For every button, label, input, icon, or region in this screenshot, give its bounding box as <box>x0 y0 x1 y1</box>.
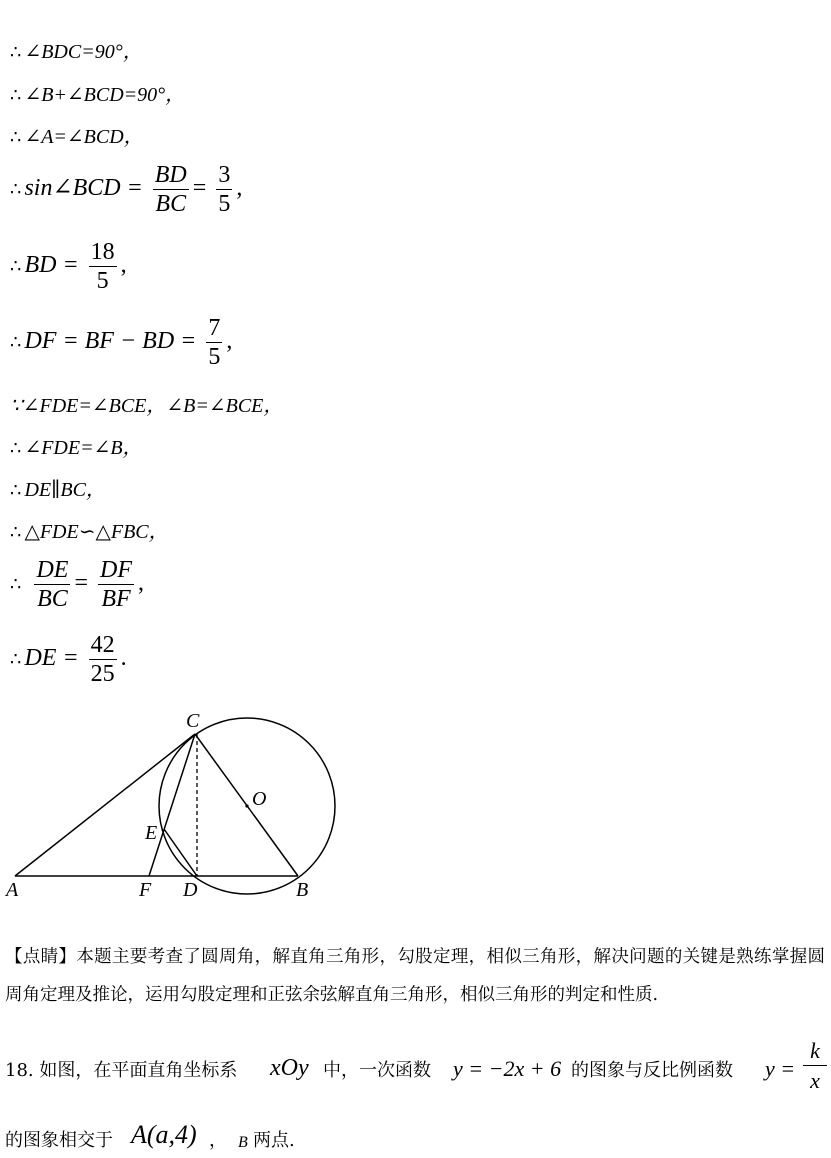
step-suffix: , <box>236 175 243 202</box>
therefore-symbol: ∴ <box>10 649 22 671</box>
step-suffix: , <box>226 328 233 355</box>
q18-text-6: 两点. <box>253 1130 295 1151</box>
q18-inverse-denominator: x <box>810 1068 820 1093</box>
step-prefix: DE = <box>24 645 79 672</box>
step-text: △FDE∽△FBC， <box>24 521 169 543</box>
q18-xoy: xOy <box>270 1055 309 1081</box>
q18-text-4: 的图象相交于 <box>5 1130 113 1151</box>
step-bd-value <box>10 240 127 293</box>
fraction-numerator: 42 <box>90 632 115 658</box>
step-text: ∠FDE=∠B， <box>24 437 143 459</box>
label-e: E <box>145 822 158 844</box>
therefore-symbol: ∴ <box>10 42 22 63</box>
step-text: ∠BDC=90°， <box>24 41 143 63</box>
therefore-symbol: ∴ <box>10 480 22 501</box>
question-18-line1 <box>5 1038 825 1101</box>
fraction-de-bc <box>34 558 70 611</box>
q18-point-a: A(a,4) <box>131 1120 197 1149</box>
label-d: D <box>183 879 198 900</box>
question-18-line2 <box>5 1101 825 1151</box>
label-c: C <box>186 710 200 732</box>
step-text: ∠B+∠BCD=90°， <box>24 84 186 106</box>
fraction-numerator: 7 <box>208 315 221 341</box>
fraction-df-bf <box>98 558 134 611</box>
step-de-value <box>10 633 127 686</box>
fraction-denominator: 25 <box>90 661 115 687</box>
fraction-denominator: 5 <box>218 191 231 217</box>
q18-text-3: 的图象与反比例函数 <box>571 1060 733 1081</box>
step-parallel <box>10 478 106 503</box>
step-df-value <box>10 316 232 369</box>
question-18 <box>5 1038 825 1151</box>
step-ratio <box>10 558 144 611</box>
therefore-symbol: ∴ <box>10 438 22 459</box>
fraction-3-5 <box>216 163 232 216</box>
step-text: DE∥BC， <box>24 479 106 501</box>
fraction-bd-bc <box>153 163 189 216</box>
step-bdc-90 <box>10 40 143 65</box>
therefore-symbol: ∴ <box>10 332 22 354</box>
q18-linear-function: y = −2x + 6 <box>453 1056 562 1081</box>
label-a: A <box>6 879 19 900</box>
label-f: F <box>139 879 152 900</box>
equals-sign: = <box>74 570 88 597</box>
fraction-numerator: 3 <box>218 162 231 188</box>
center-point-o <box>245 804 248 807</box>
step-similar <box>10 520 169 545</box>
q18-text-2: 中，一次函数 <box>323 1060 431 1081</box>
fraction-numerator: 18 <box>90 239 115 265</box>
step-text: ∠A=∠BCD， <box>24 126 144 148</box>
therefore-symbol: ∴ <box>10 85 22 106</box>
label-b: B <box>296 879 309 900</box>
fraction-7-5 <box>206 316 222 369</box>
step-fde-b <box>10 436 143 461</box>
step-text: ∵∠FDE=∠BCE，∠B=∠BCE， <box>10 395 284 417</box>
q18-point-b: B <box>238 1134 248 1151</box>
step-suffix: . <box>120 645 127 672</box>
fraction-denominator: BF <box>101 586 131 612</box>
fraction-denominator: BC <box>37 586 68 612</box>
segment-ed <box>164 829 197 876</box>
equals-sign: = <box>192 175 207 202</box>
step-sin-bcd <box>10 163 242 216</box>
label-o: O <box>252 788 267 810</box>
q18-text-1: 18. 如图，在平面直角坐标系 <box>5 1060 238 1081</box>
step-prefix: DF = BF − BD = <box>24 328 197 355</box>
fraction-numerator: DF <box>100 557 132 583</box>
therefore-symbol: ∴ <box>10 127 22 148</box>
step-suffix: , <box>138 570 144 597</box>
q18-inverse-lhs: y = <box>765 1056 796 1081</box>
step-because-angles <box>10 394 283 418</box>
therefore-symbol: ∴ <box>10 256 22 278</box>
therefore-symbol: ∴ <box>10 179 22 201</box>
segment-cf <box>149 734 195 876</box>
q18-inverse-numerator: k <box>803 1039 827 1066</box>
fraction-numerator: BD <box>154 162 187 188</box>
fraction-42-25 <box>89 633 117 686</box>
therefore-symbol: ∴ <box>10 522 22 543</box>
fraction-18-5 <box>89 240 117 293</box>
step-suffix: , <box>120 252 127 279</box>
segment-ac <box>15 734 195 876</box>
step-angle-a <box>10 125 144 150</box>
therefore-symbol: ∴ <box>10 574 22 596</box>
fraction-denominator: 5 <box>208 344 221 370</box>
step-prefix: BD = <box>24 252 79 279</box>
fraction-denominator: 5 <box>96 268 109 294</box>
fraction-denominator: BC <box>155 191 187 217</box>
comment-paragraph: 【点睛】本题主要考查了圆周角，解直角三角形，勾股定理，相似三角形，解决问题的关键是熟练掌握圆周角定理及推论，运用勾股定理和正弦余弦解直角三角形，相似三角形的判定和性质. <box>5 947 825 1005</box>
step-prefix: sin∠BCD = <box>24 175 143 202</box>
geometry-figure <box>0 705 360 900</box>
q18-text-5: ， <box>209 1130 227 1151</box>
fraction-numerator: DE <box>36 557 69 583</box>
step-angle-sum <box>10 83 185 108</box>
